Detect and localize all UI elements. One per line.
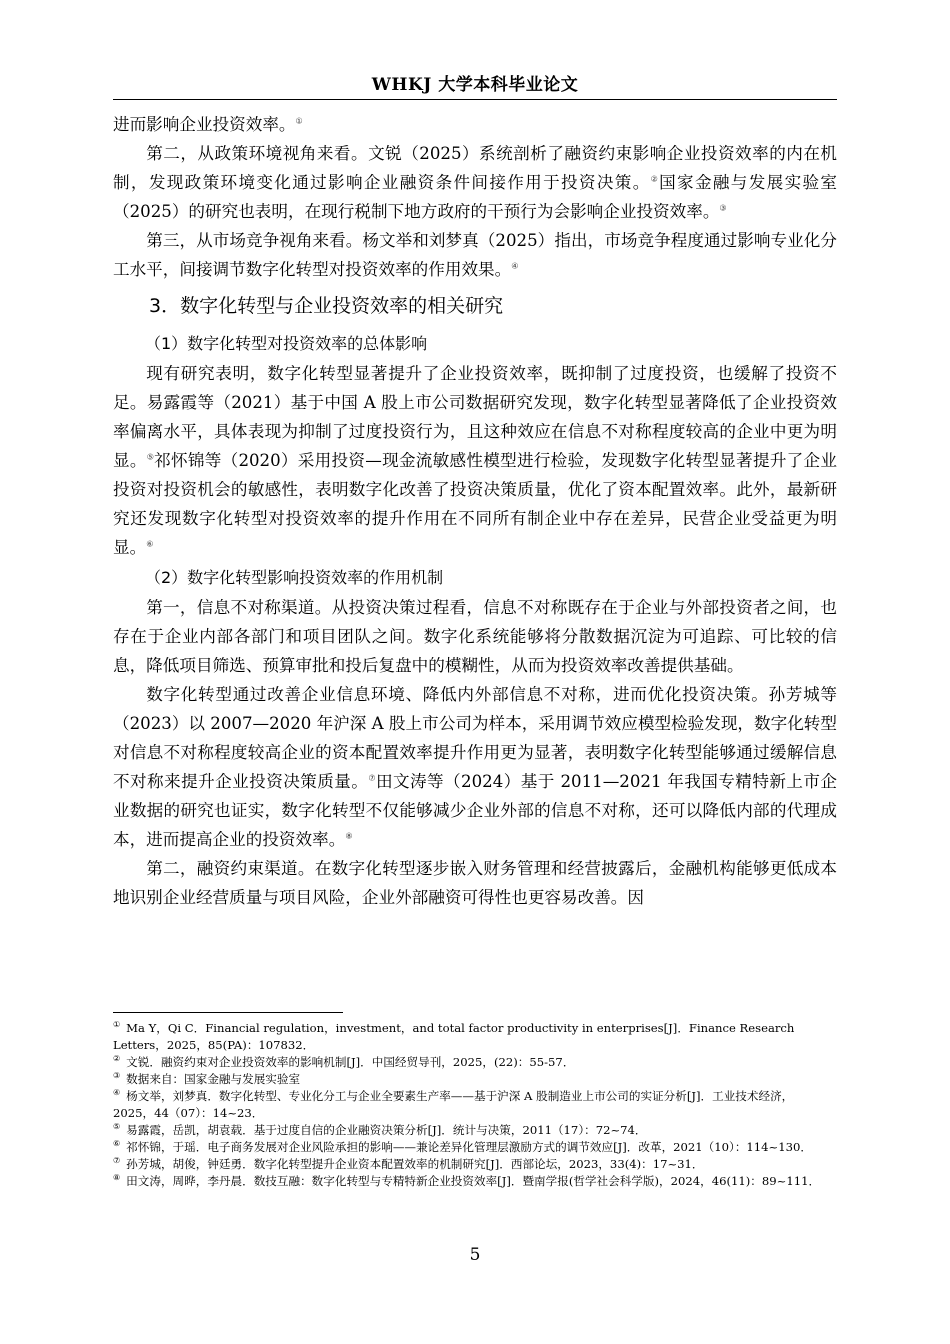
paragraph-text: 第二，从政策环境视角来看。文锐（2025）系统剖析了融资约束影响企业投资效率的内在机制，发现政策环境变化通过影响企业融资条件间接作用于投资决策。 [113,144,837,192]
paragraph-text: 数字化转型通过改善企业信息环境、降低内外部信息不对称，进而优化投资决策。孙芳城等（2023）以 2007—2020 年沪深 A 股上市公司为样本，采用调节效应模型检验发现，数字化转型对信息不对称程度较高企业的资本配置效率提升作用更为显著，表明数字化转型能够通过缓解信息不对称来提升企业投资决策质量。 [113,685,837,791]
footnote-mark: ③ [113,1071,121,1081]
paragraph-text: 第二，融资约束渠道。在数字化转型逐步嵌入财务管理和经营披露后，金融机构能够更低成本地识别企业经营质量与项目风险，企业外部融资可得性也更容易改善。因 [113,859,837,907]
paragraph-text: 现有研究表明，数字化转型显著提升了企业投资效率，既抑制了过度投资，也缓解了投资不足。易露霞等（2021）基于中国 A 股上市公司数据研究发现，数字化转型显著降低了企业投资效率偏离水平，具体表现为抑制了过度投资行为，且这种效应在信息不对称程度较高的企业中更为明显。 [113,364,837,470]
footnote-ref[interactable]: ⑥ [146,539,154,549]
footnote [113,1020,833,1054]
footnote-ref[interactable]: ⑤ [146,452,155,462]
footnote-ref[interactable]: ② [650,174,660,184]
footnote-text: 易露霞，岳凯，胡袁载．基于过度自信的企业融资决策分析[J]．统计与决策，2011（17）：72~74． [126,1123,647,1137]
footnotes [113,1020,833,1190]
footnote-text: 数据来自：国家金融与发展实验室 [126,1072,301,1086]
paragraph [113,226,837,284]
footnote-ref[interactable]: ⑦ [368,773,376,783]
footnote-mark: ⑧ [113,1173,121,1183]
paragraph-text: 国家金融与发展实验室（2025）的研究也表明，在现行税制下地方政府的干预行为会影响企业投资效率。 [113,173,838,221]
page-number: 5 [469,1245,481,1265]
footnote [113,1173,833,1190]
footnote-ref[interactable]: ③ [719,203,727,213]
footnote-mark: ⑤ [113,1122,121,1132]
footnote-mark: ⑥ [113,1139,121,1149]
paragraph [113,110,837,139]
footnote-ref[interactable]: ④ [511,261,519,271]
page-header-title: WHKJ 大学本科毕业论文 [371,75,579,95]
footnote-rule [113,1012,343,1013]
footnote-text: 文锐．融资约束对企业投资效率的影响机制[J]．中国经贸导刊，2025，(22)：55-57． [126,1055,575,1069]
paragraph-text: 进而影响企业投资效率。 [113,115,296,134]
subsection-heading: （1）数字化转型对投资效率的总体影响 [145,334,428,353]
footnote-text: 祁怀锦，于瑶．电子商务发展对企业风险承担的影响——兼论差异化管理层激励方式的调节效应[J]．改革，2021（10）：114~130． [126,1140,812,1154]
footnote [113,1122,833,1139]
paragraph [113,139,837,226]
body-text [113,110,837,912]
footnote-ref[interactable]: ⑧ [345,831,353,841]
paragraph-text: 第一，信息不对称渠道。从投资决策过程看，信息不对称既存在于企业与外部投资者之间，也存在于企业内部各部门和项目团队之间。数字化系统能够将分散数据沉淀为可追踪、可比较的信息，降低项目筛选、预算审批和投后复盘中的模糊性，从而为投资效率改善提供基础。 [113,598,837,675]
footnote-text: 田文涛，周晔，李丹晨．数技互融：数字化转型与专精特新企业投资效率[J]．暨南学报(哲学社会科学版)，2024，46(11)：89~111． [126,1174,821,1188]
header-rule [113,99,837,100]
footnote-ref[interactable]: ① [295,116,303,126]
footnote [113,1054,833,1071]
subsection-heading: （2）数字化转型影响投资效率的作用机制 [145,568,444,587]
footnote [113,1088,833,1122]
footnote-text: Ma Y，Qi C．Financial regulation，investment，and total factor productivity in enterprises[J]．Finance Research Letters，2025，85(PA)：107832． [113,1021,795,1052]
footnote [113,1139,833,1156]
footnote-text: 孙芳城，胡俊，钟廷勇．数字化转型提升企业资本配置效率的机制研究[J]．西部论坛，2023，33(4)：17~31． [126,1157,704,1171]
footnote [113,1156,833,1173]
section-heading: 3．数字化转型与企业投资效率的相关研究 [149,295,504,317]
paragraph-text: 第三，从市场竞争视角来看。杨文举和刘梦真（2025）指出，市场竞争程度通过影响专业化分工水平，间接调节数字化转型对投资效率的作用效果。 [113,231,837,279]
paragraph-text: 祁怀锦等（2020）采用投资—现金流敏感性模型进行检验，发现数字化转型显著提升了企业投资对投资机会的敏感性，表明数字化改善了投资决策质量，优化了资本配置效率。此外，最新研究还发现数字化转型对投资效率的提升作用在不同所有制企业中存在差异，民营企业受益更为明显。 [113,451,837,557]
footnote-mark: ⑦ [113,1156,121,1166]
paragraph [113,680,837,854]
paragraph [113,359,837,562]
footnote-mark: ④ [113,1088,121,1098]
footnote [113,1071,833,1088]
paragraph-text: 田文涛等（2024）基于 2011—2021 年我国专精特新上市企业数据的研究也证实，数字化转型不仅能够减少企业外部的信息不对称，还可以降低内部的代理成本，进而提高企业的投资效率。 [113,772,838,849]
footnote-text: 杨文举，刘梦真．数字化转型、专业化分工与企业全要素生产率——基于沪深 A 股制造业上市公司的实证分析[J]．工业技术经济，2025，44（07）：14~23． [113,1089,794,1120]
footnote-mark: ② [113,1054,121,1064]
footnote-mark: ① [113,1020,121,1030]
paragraph [113,854,837,912]
paragraph [113,593,837,680]
